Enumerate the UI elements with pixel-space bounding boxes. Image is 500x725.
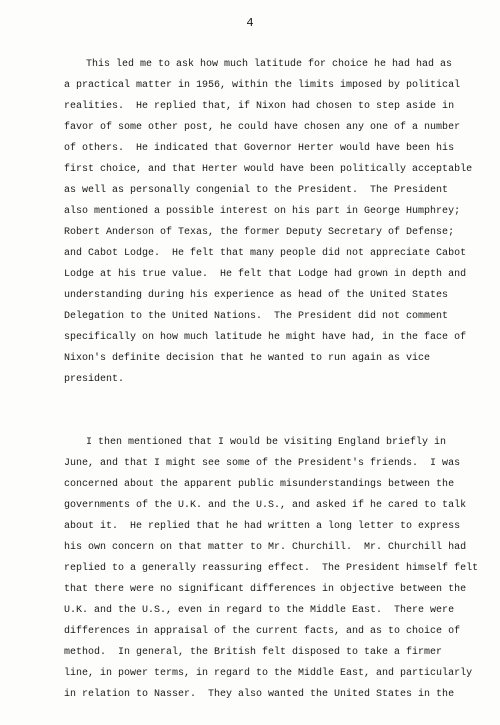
text-line: Nixon's definite decision that he wanted to run again as vice: [64, 353, 431, 364]
text-line: that there were no significant differences in objective between the: [64, 584, 467, 595]
text-line: line, in power terms, in regard to the Middle East, and particularly: [64, 668, 473, 679]
text-line: understanding during his experience as head of the United States: [64, 290, 449, 301]
text-line: of others. He indicated that Governor Herter would have been his: [64, 143, 455, 154]
text-line: his own concern on that matter to Mr. Churchill. Mr. Churchill had: [64, 542, 467, 553]
text-line: governments of the U.K. and the U.S., and asked if he cared to talk: [64, 500, 467, 511]
text-line: Lodge at his true value. He felt that Lodge had grown in depth and: [64, 269, 467, 280]
paragraph-2: [64, 432, 490, 705]
text-line: replied to a generally reassuring effect. The President himself felt: [64, 563, 479, 574]
text-line: first choice, and that Herter would have been politically acceptable: [64, 164, 473, 175]
text-line: differences in appraisal of the current facts, and as to choice of: [64, 626, 461, 637]
text-line: about it. He replied that he had written a long letter to express: [64, 521, 461, 532]
text-line: and Cabot Lodge. He felt that many people did not appreciate Cabot: [64, 248, 467, 259]
text-line: Robert Anderson of Texas, the former Deputy Secretary of Defense;: [64, 227, 455, 238]
text-line: also mentioned a possible interest on his part in George Humphrey;: [64, 206, 461, 217]
text-line: This led me to ask how much latitude for choice he had had as: [86, 59, 453, 70]
paragraph-1: [64, 54, 490, 390]
text-line: method. In general, the British felt disposed to take a firmer: [64, 647, 443, 658]
text-line: U.K. and the U.S., even in regard to the Middle East. There were: [64, 605, 455, 616]
page-number: 4: [246, 16, 254, 30]
text-line: favor of some other post, he could have chosen any one of a number: [64, 122, 461, 133]
text-line: a practical matter in 1956, within the limits imposed by political: [64, 80, 461, 91]
text-line: concerned about the apparent public misunderstandings between the: [64, 479, 455, 490]
text-line: president.: [64, 374, 125, 385]
text-line: Delegation to the United Nations. The President did not comment: [64, 311, 449, 322]
text-line: in relation to Nasser. They also wanted the United States in the: [64, 689, 455, 700]
text-line: realities. He replied that, if Nixon had chosen to step aside in: [64, 101, 455, 112]
text-line: as well as personally congenial to the President. The President: [64, 185, 449, 196]
text-line: I then mentioned that I would be visiting England briefly in: [86, 437, 447, 448]
text-line: June, and that I might see some of the President's friends. I was: [64, 458, 461, 469]
text-line: specifically on how much latitude he might have had, in the face of: [64, 332, 467, 343]
